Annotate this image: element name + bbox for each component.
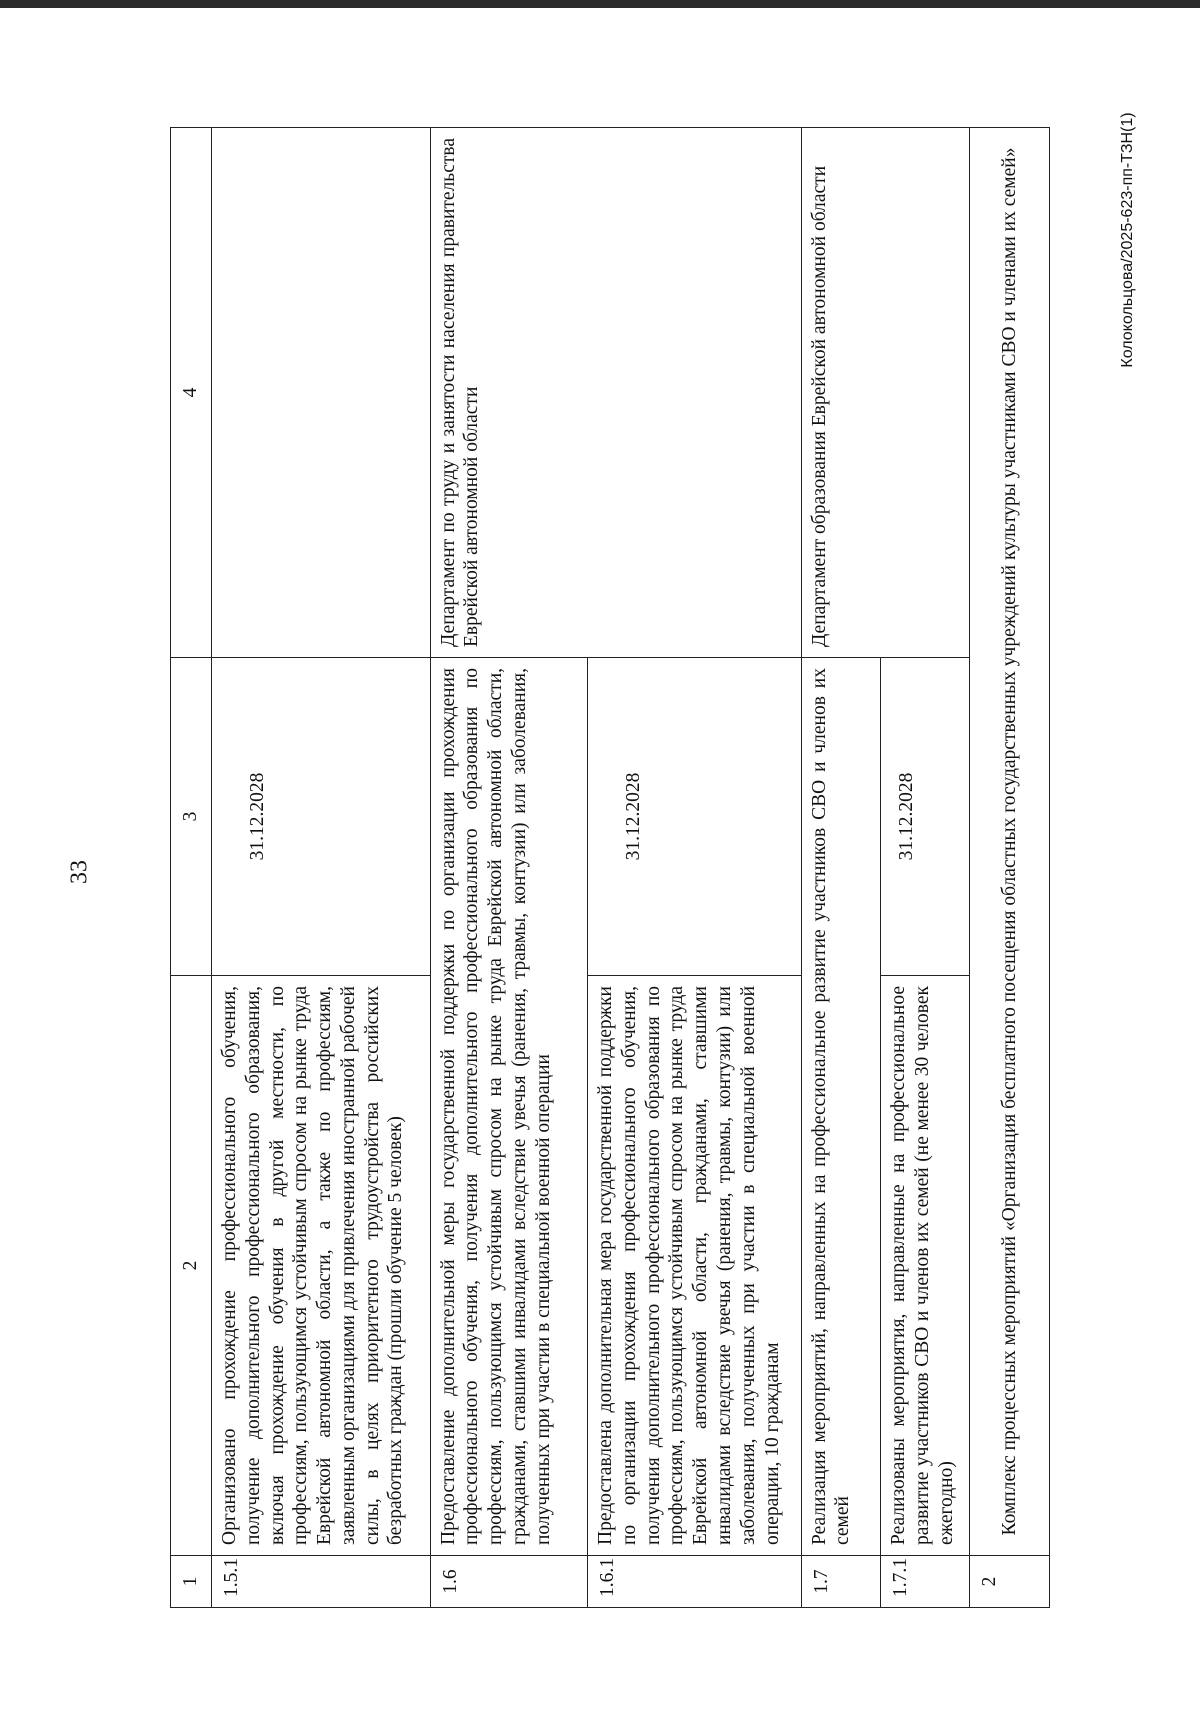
- column-header: 1: [171, 1556, 212, 1608]
- row-responsible: Департамент по труду и занятости населения правительства Еврейской автономной области: [430, 128, 801, 658]
- row-number: 1.7: [801, 1556, 881, 1608]
- page-number: 33: [66, 860, 93, 884]
- row-text: Реализованы мероприятия, направленные на профессиональное развитие участников СВО и членов их семей (не менее 30 человек ежегодно): [881, 976, 970, 1556]
- row-text: Организовано прохождение профессионального обучения, получение дополнительного профессионального образования, включая прохождение обучения в другой местности, по профессиям, пользующимся устойчивым спросом на рынке труда Еврейской автономной области, а также по профессиям, заявленным организациями для привлечения иностранной рабочей силы, в целях приоритетного трудоустройства российских безработных граждан (прошли обучение 5 человек): [211, 976, 430, 1556]
- scan-edge: [0, 0, 1200, 8]
- row-number: 1.7.1: [881, 1556, 970, 1608]
- row-responsible: [211, 128, 430, 658]
- table-header-row: [171, 128, 212, 1608]
- document-code: Колокольцова/2025-623-пп-ТЗН(1): [1119, 112, 1136, 368]
- column-header: 2: [171, 976, 212, 1556]
- row-date: 31.12.2028: [881, 658, 970, 976]
- table-row: [801, 128, 881, 1608]
- row-number: 1.5.1: [211, 1556, 430, 1608]
- column-header: 3: [171, 658, 212, 976]
- row-responsible: Департамент образования Еврейской автономной области: [801, 128, 969, 658]
- measures-table: [170, 127, 1050, 1608]
- row-number: 1.6: [430, 1556, 588, 1608]
- row-date: 31.12.2028: [588, 658, 802, 976]
- row-text: Реализация мероприятий, направленных на профессиональное развитие участников СВО и членов их семей: [801, 658, 881, 1556]
- row-text: Предоставлена дополнительная мера государственной поддержки по организации прохождения профессионального обучения, получения дополнительного профессионального образования по профессиям, пользующимся устойчивым спросом на рынке труда Еврейской автономной области, гражданами, ставшими инвалидами вследствие увечья (ранения, травмы, контузии) или заболевания, полученных при участии в специальной военной операции, 10 гражданам: [588, 976, 802, 1556]
- table-row: [970, 128, 1050, 1608]
- table-row: [211, 128, 430, 1608]
- row-text: Предоставление дополнительной меры государственной поддержки по организации прохождения профессионального обучения, получения дополнительного профессионального образования по профессиям, пользующимся устойчивым спросом на рынке труда Еврейской автономной области, гражданами, ставшими инвалидами вследствие увечья (ранения, травмы, контузии) или заболевания, полученных при участии в специальной военной операции: [430, 658, 588, 1556]
- rotated-page-content: [170, 128, 1050, 1608]
- column-header: 4: [171, 128, 212, 658]
- table-row: [430, 128, 588, 1608]
- section-heading: Комплекс процессных мероприятий «Организация бесплатного посещения областных государственных учреждений культуры участниками СВО и членами их семей»: [970, 128, 1050, 1556]
- row-number: 2: [970, 1556, 1050, 1608]
- row-number: 1.6.1: [588, 1556, 802, 1608]
- row-date: 31.12.2028: [211, 658, 430, 976]
